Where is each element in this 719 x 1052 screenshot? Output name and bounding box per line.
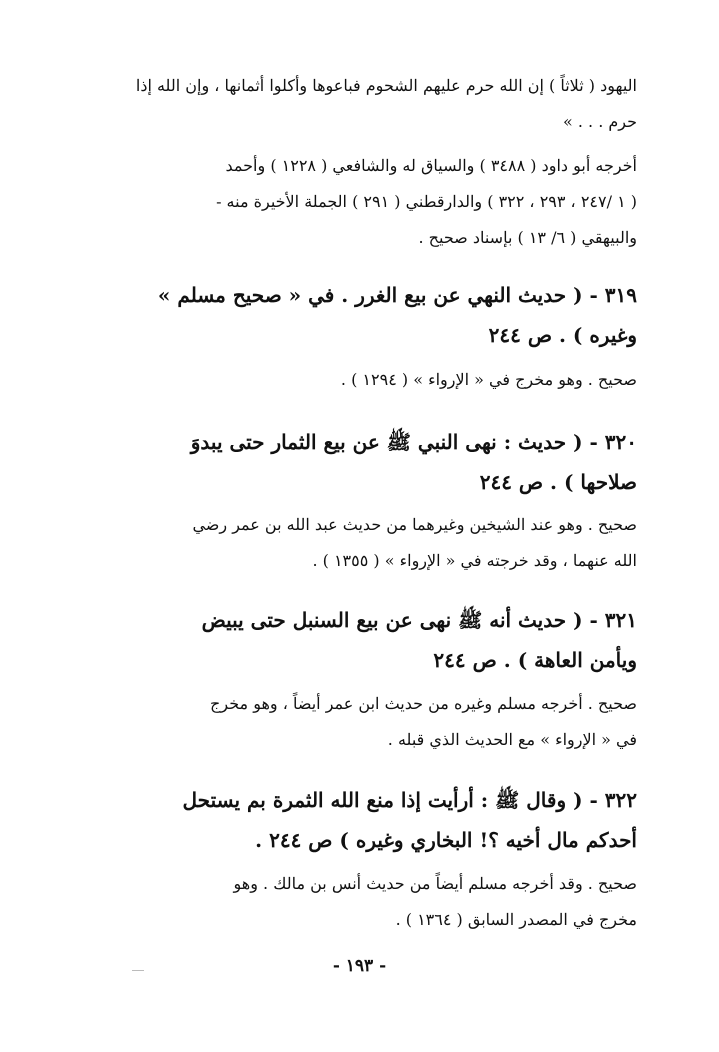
- hadith-heading-321: [77, 600, 637, 680]
- source-line: ( ١ /٢٤٧ ، ٢٩٣ ، ٣٢٢ ) والدارقطني ( ٢٩١ ) الجملة الأخيرة منه -: [216, 192, 637, 211]
- hadith-comment-320: [77, 507, 637, 579]
- hadith-heading-322: [77, 780, 637, 860]
- hadith-comment-322: [77, 866, 637, 938]
- heading-line: صلاحها ) . ص ٢٤٤: [479, 470, 637, 494]
- heading-line: ٣٢٠ - ( حديث : نهى النبي ﷺ عن بيع الثمار حتى يبدوَ: [190, 430, 637, 454]
- comment-line: صحيح . أخرجه مسلم وغيره من حديث ابن عمر أيضاً ، وهو مخرج: [210, 694, 637, 713]
- heading-line: ٣١٩ - ( حديث النهي عن بيع الغرر . في « صحيح مسلم »: [157, 283, 637, 307]
- heading-line: أحدكم مال أخيه ؟! البخاري وغيره ) ص ٢٤٤ .: [255, 828, 637, 852]
- intro-line: حرم . . . »: [562, 112, 637, 131]
- intro-source: [77, 148, 637, 256]
- comment-line: الله عنهما ، وقد خرجته في « الإرواء » ( ١٣٥٥ ) .: [312, 551, 637, 570]
- source-line: أخرجه أبو داود ( ٣٤٨٨ ) والسياق له والشافعي ( ١٢٢٨ ) وأحمد: [225, 156, 637, 175]
- hadith-comment-319: [77, 362, 637, 398]
- hadith-heading-320: [77, 422, 637, 502]
- heading-line: ٣٢٢ - ( وقال ﷺ : أرأيت إذا منع الله الثمرة بم يستحل: [182, 788, 637, 812]
- hadith-heading-319: [77, 275, 637, 355]
- comment-line: مخرج في المصدر السابق ( ١٣٦٤ ) .: [395, 910, 637, 929]
- heading-line: ٣٢١ - ( حديث أنه ﷺ نهى عن بيع السنبل حتى يبيض: [201, 608, 637, 632]
- scan-speck: [132, 970, 144, 971]
- comment-line: صحيح . وقد أخرجه مسلم أيضاً من حديث أنس بن مالك . وهو: [233, 874, 637, 893]
- comment-line: صحيح . وهو عند الشيخين وغيرهما من حديث عبد الله بن عمر رضي: [192, 515, 637, 534]
- page-number: - ١٩٣ -: [332, 956, 387, 976]
- heading-line: ويأمن العاهة ) . ص ٢٤٤: [433, 648, 637, 672]
- comment-line: صحيح . وهو مخرج في « الإرواء » ( ١٢٩٤ ) .: [340, 370, 637, 389]
- source-line: والبيهقي ( ٦/ ١٣ ) بإسناد صحيح .: [418, 228, 637, 247]
- hadith-comment-321: [77, 686, 637, 758]
- intro-text: [77, 68, 637, 140]
- heading-line: وغيره ) . ص ٢٤٤: [488, 323, 637, 347]
- comment-line: في « الإرواء » مع الحديث الذي قبله .: [387, 730, 637, 749]
- intro-line: اليهود ( ثلاثاً ) إن الله حرم عليهم الشحوم فباعوها وأكلوا أثمانها ، وإن الله إذا: [135, 76, 637, 95]
